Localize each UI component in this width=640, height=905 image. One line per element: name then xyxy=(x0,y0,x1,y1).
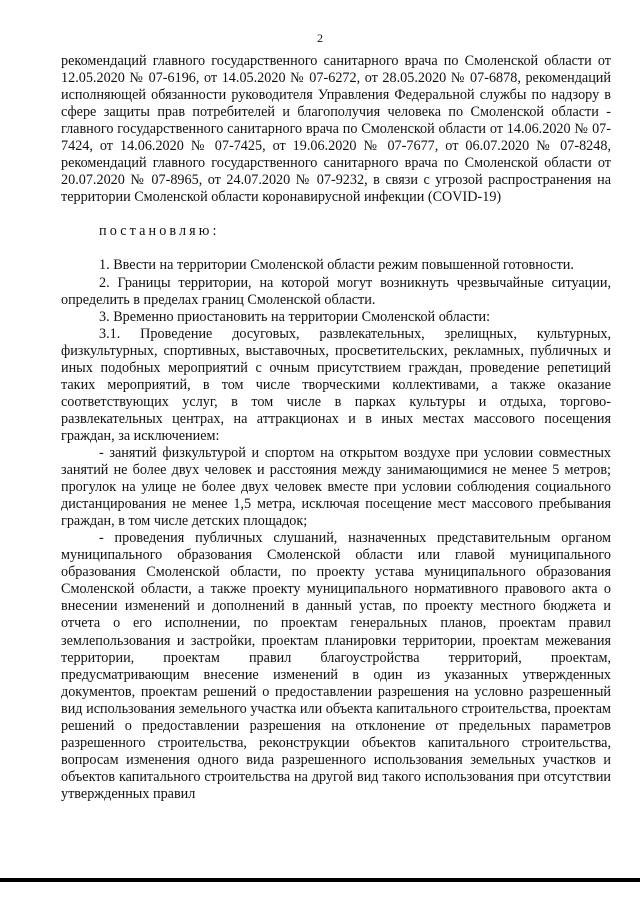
item-2-paragraph: 2. Границы территории, на которой могут возникнуть чрезвычайные ситуации, определить в пределах границ Смоленской области. xyxy=(61,274,611,308)
exception-hearings-paragraph: - проведения публичных слушаний, назначенных представительным органом муниципального образования Смоленской области или главой муниципального образования Смоленской области, по проекту устава муниципального образования Смоленской области, а также проекту муниципального нормативного правового акта о внесении изменений и дополнений в данный устав, по проекту местного бюджета и отчета о его исполнении, по проектам генеральных планов, проектам правил землепользования и застройки, проектам планировки территории, проектам межевания территории, проектам правил благоустройства территорий, проектам, предусматривающим внесение изменений в один из указанных утвержденных документов, проектам решений о предоставлении разрешения на условно разрешенный вид использования земельного участка или объекта капитального строительства, проектам решений о предоставлении разрешения на отклонение от предельных параметров разрешенного строительства, реконструкции объектов капитального строительства, вопросам изменения одного вида разрешенного использования земельных участков и объектов капитального строительства на другой вид такого использования при отсутствии утвержденных правил xyxy=(61,530,611,802)
resolution-word: постановляю: xyxy=(99,223,220,240)
document-body xyxy=(61,53,611,803)
item-1-paragraph: 1. Ввести на территории Смоленской области режим повышенной готовности. xyxy=(99,257,574,274)
page-number: 2 xyxy=(317,31,323,45)
item-3-1-paragraph: 3.1. Проведение досуговых, развлекательных, зрелищных, культурных, физкультурных, спортивных, выставочных, просветительских, рекламных, публичных и иных подобных мероприятий с очным присутствием граждан, проведение репетиций таких мероприятий, в том числе творческими коллективами, а также оказание соответствующих услуг, в том числе в парках культуры и отдыха, торгово-развлекательных центрах, на аттракционах и в иных местах массового посещения граждан, за исключением: xyxy=(61,325,611,444)
preamble-paragraph: рекомендаций главного государственного санитарного врача по Смоленской области от 12.05.2020 № 07-6196, от 14.05.2020 № 07-6272, от 28.05.2020 № 07-6878, рекомендаций исполняющей обязанности руководителя Управления Федеральной службы по надзору в сфере защиты прав потребителей и благополучия человека по Смоленской области - главного государственного санитарного врача по Смоленской области от 14.06.2020 № 07-7424, от 14.06.2020 № 07-7425, от 19.06.2020 № 07-7677, от 06.07.2020 № 07-8248, рекомендаций главного государственного санитарного врача по Смоленской области от 20.07.2020 № 07-8965, от 24.07.2020 № 07-9232, в связи с угрозой распространения на территории Смоленской области коронавирусной инфекции (COVID-19) xyxy=(61,53,611,206)
paragraph-spacer xyxy=(61,206,611,223)
paragraph-spacer xyxy=(61,240,611,257)
item-3-paragraph: 3. Временно приостановить на территории Смоленской области: xyxy=(99,308,491,325)
scan-edge-bar xyxy=(0,878,640,882)
exception-sports-paragraph: - занятий физкультурой и спортом на открытом воздухе при условии совместных занятий не более двух человек и расстояния между занимающимися не менее 5 метров; прогулок на улице не более двух человек вместе при условии соблюдения социального дистанцирования не менее 1,5 метра, исключая посещение мест массового пребывания граждан, в том числе детских площадок; xyxy=(61,444,611,530)
